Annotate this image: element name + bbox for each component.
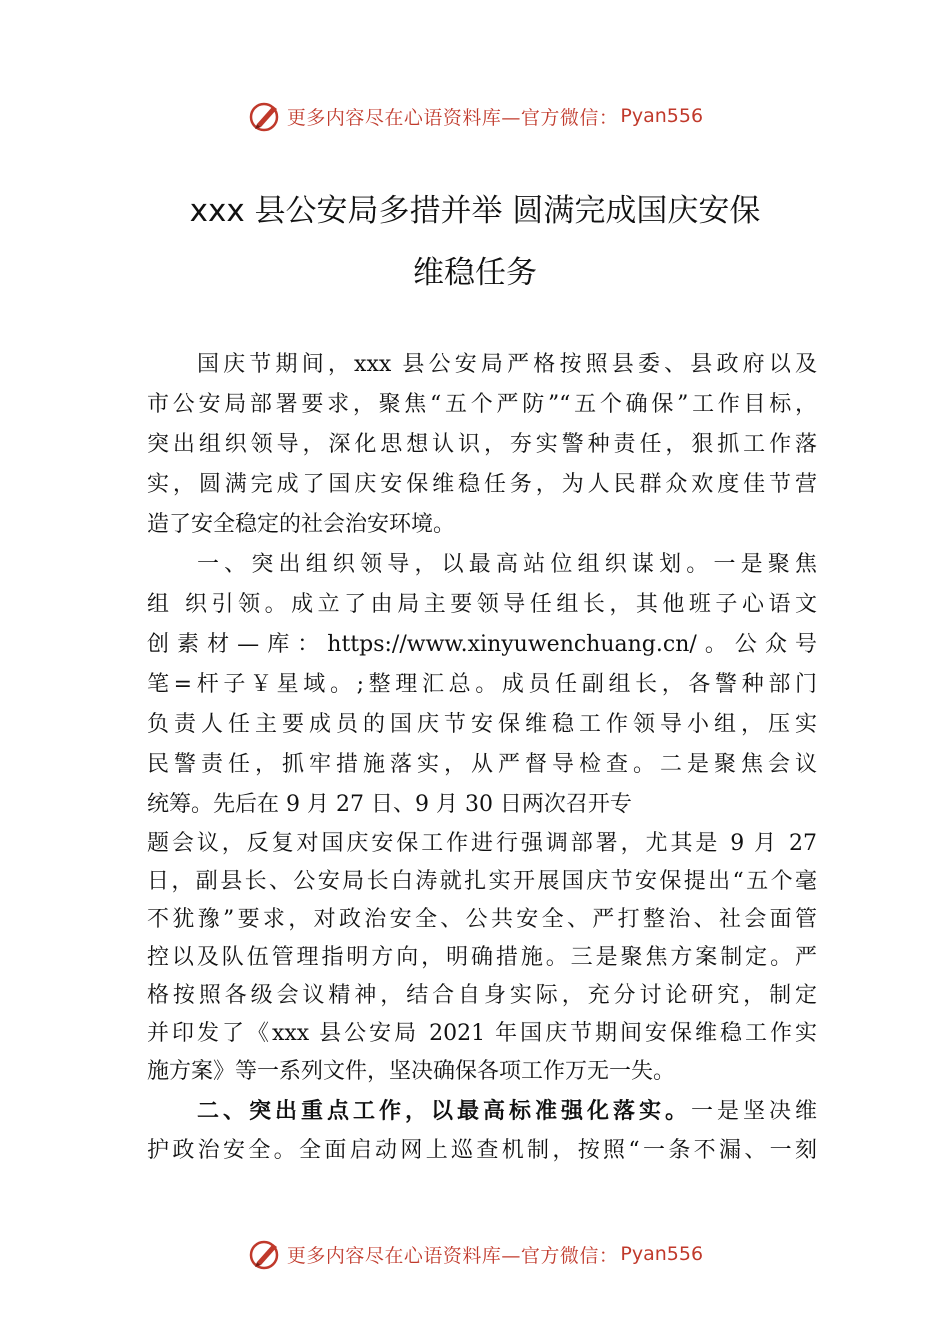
text-fragment: 一是坚决维	[690, 1099, 817, 1124]
pen-logo-icon	[247, 1236, 283, 1272]
watermark-banner-bottom	[0, 1234, 950, 1274]
text-line: 施方案》等一系列文件，坚决确保各项工作万无一失。	[147, 1059, 676, 1084]
paragraph-section-2	[147, 1091, 817, 1171]
document-body	[147, 345, 817, 1171]
text-line: 题会议，反复对国庆安保工作进行强调部署，尤其是 9 月 27	[147, 831, 817, 856]
text-line	[147, 1091, 817, 1131]
text-line: 国庆节期间，xxx 县公安局严格按照县委、县政府以及	[197, 352, 817, 377]
title-line-1: xxx 县公安局多措并举 圆满完成国庆安保	[189, 193, 761, 229]
text-line: 不犹豫”要求，对政治安全、公共安全、严打整治、社会面管	[147, 907, 817, 932]
paragraph-section-1-continued	[147, 825, 817, 1091]
text-line: 笔=杆子￥星域。;整理汇总。成员任副组长，各警种部门	[147, 672, 817, 697]
text-line: 护政治安全。全面启动网上巡查机制，按照“一条不漏、一刻	[147, 1138, 817, 1163]
pen-logo-icon	[247, 98, 283, 134]
text-line: 造了安全稳定的社会治安环境。	[147, 512, 456, 537]
banner-wechat-id: Pyan556	[620, 1243, 704, 1265]
text-line: 一、突出组织领导，以最高站位组织谋划。一是聚焦	[197, 552, 817, 577]
title-line-2: 维稳任务	[413, 255, 537, 291]
text-line: 负责人任主要成员的国庆节安保维稳工作领导小组，压实	[147, 712, 817, 737]
text-line: 创素材—库：https://www.xinyuwenchuang.cn/。公众号	[147, 632, 817, 657]
text-line: 突出组织领导，深化思想认识，夯实警种责任，狠抓工作落	[147, 432, 817, 457]
text-line: 实，圆满完成了国庆安保维稳任务，为人民群众欢度佳节营	[147, 472, 817, 497]
banner-wechat-id: Pyan556	[620, 105, 704, 127]
text-line: 组 织引领。成立了由局主要领导任组长，其他班子心语文	[147, 592, 817, 617]
document-title	[100, 180, 850, 304]
banner-text: 更多内容尽在心语资料库—官方微信：	[286, 1244, 619, 1267]
text-line: 控以及队伍管理指明方向，明确措施。三是聚焦方案制定。严	[147, 945, 817, 970]
text-line: 市公安局部署要求，聚焦“五个严防”“五个确保”工作目标，	[147, 392, 817, 417]
paragraph-intro	[147, 345, 817, 545]
text-line: 统筹。先后在 9 月 27 日、9 月 30 日两次召开专	[147, 792, 632, 817]
text-line: 民警责任，抓牢措施落实，从严督导检查。二是聚焦会议	[147, 752, 817, 777]
watermark-banner-top	[0, 96, 950, 136]
text-line: 格按照各级会议精神，结合自身实际，充分讨论研究，制定	[147, 983, 817, 1008]
paragraph-section-1	[147, 545, 817, 825]
banner-text: 更多内容尽在心语资料库—官方微信：	[286, 106, 619, 129]
section-heading: 二、突出重点工作，以最高标准强化落实。	[197, 1098, 691, 1124]
text-line: 并印发了《xxx 县公安局 2021 年国庆节期间安保维稳工作实	[147, 1021, 817, 1046]
text-line: 日，副县长、公安局长白涛就扎实开展国庆节安保提出“五个毫	[147, 869, 817, 894]
